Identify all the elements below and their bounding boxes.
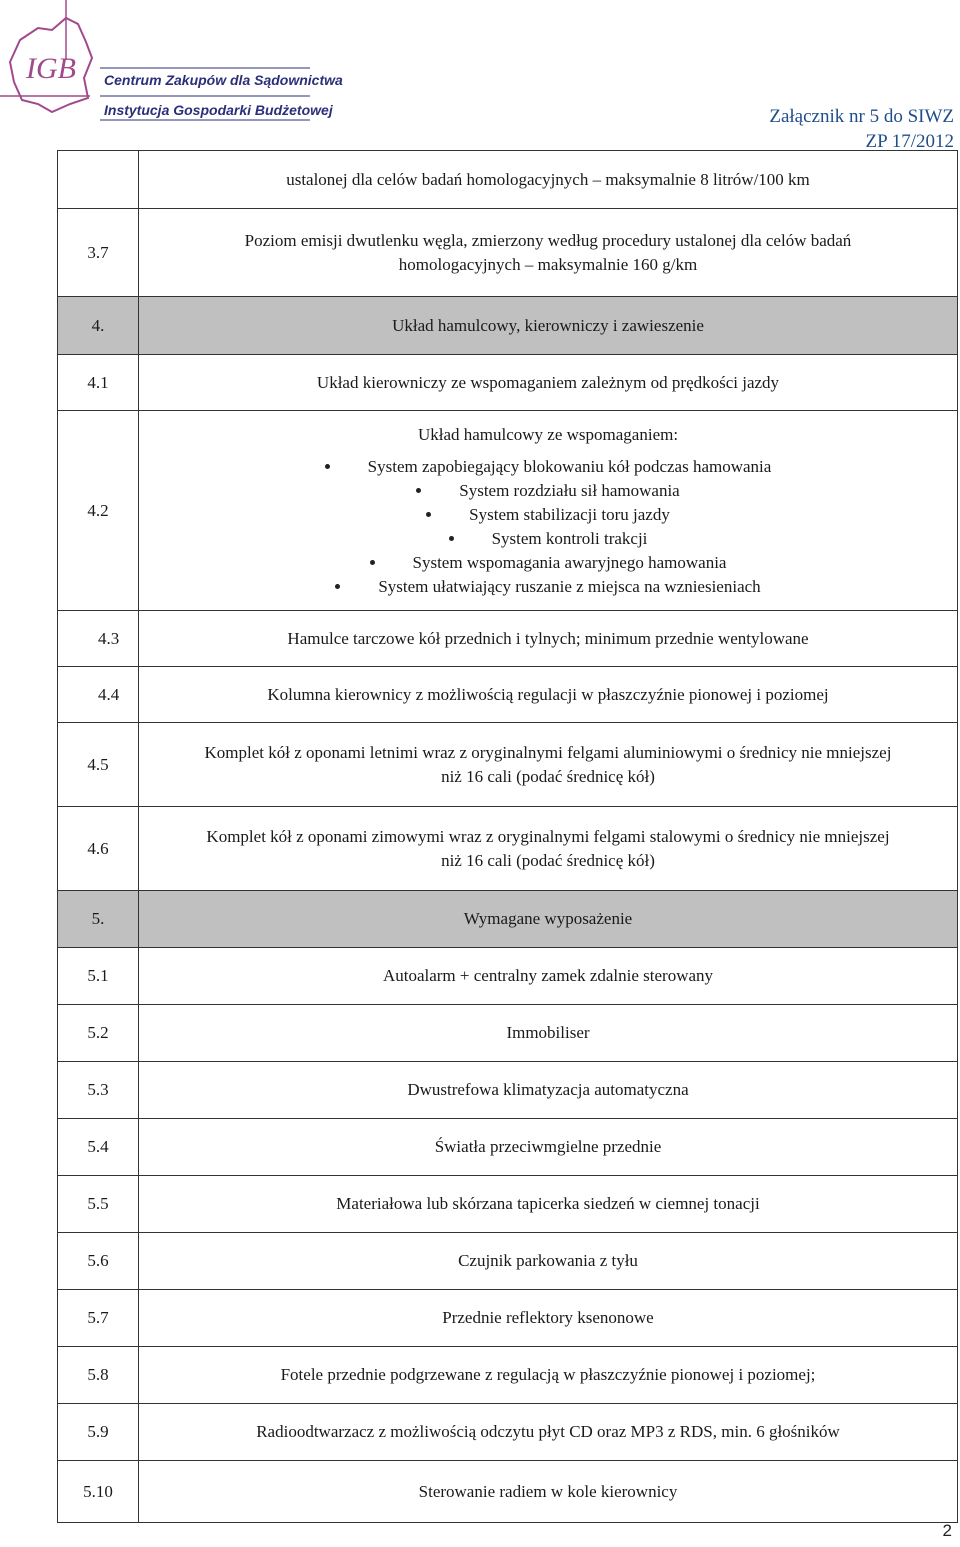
table-row (58, 948, 958, 1005)
row-description: Światła przeciwmgielne przednie (139, 1119, 958, 1176)
page-number: 2 (942, 1521, 952, 1540)
row-number: 5.2 (58, 1005, 139, 1062)
row-description: Materiałowa lub skórzana tapicerka siedzeń w ciemnej tonacji (139, 1176, 958, 1233)
org-name-line2: Instytucja Gospodarki Budżetowej (104, 102, 333, 118)
description-line: Poziom emisji dwutlenku węgla, zmierzony według procedury ustalonej dla celów badań (244, 230, 852, 250)
row-number: 5.10 (58, 1461, 139, 1523)
table-row (58, 723, 958, 807)
subsystem-heading: Układ hamulcowy ze wspomaganiem: (417, 424, 679, 444)
table-row (58, 1005, 958, 1062)
description-line: homologacyjnych – maksymalnie 160 g/km (398, 254, 698, 274)
list-item: System wspomagania awaryjnego hamowania (143, 551, 953, 575)
description-line: Komplet kół z oponami letnimi wraz z oryginalnymi felgami aluminiowymi o średnicy nie mniejszej (204, 742, 892, 762)
table-row (58, 1347, 958, 1404)
table-row (58, 1062, 958, 1119)
row-number: 5.7 (58, 1290, 139, 1347)
row-number: 5.1 (58, 948, 139, 1005)
row-number: 4.5 (58, 723, 139, 807)
row-description: Autoalarm + centralny zamek zdalnie sterowany (139, 948, 958, 1005)
table-row (58, 411, 958, 611)
row-description: Fotele przednie podgrzewane z regulacją w płaszczyźnie pionowej i poziomej; (139, 1347, 958, 1404)
table-row (58, 1404, 958, 1461)
row-number: 4.4 (58, 667, 139, 723)
section-number: 4. (58, 297, 139, 355)
table-row (58, 209, 958, 297)
list-item: System kontroli trakcji (143, 527, 953, 551)
row-description: ustalonej dla celów badań homologacyjnych – maksymalnie 8 litrów/100 km (139, 151, 958, 209)
section-title: Układ hamulcowy, kierowniczy i zawieszenie (139, 297, 958, 355)
bullet-icon (416, 488, 421, 493)
table-row (58, 611, 958, 667)
logo-monogram: IGB (26, 52, 76, 85)
row-description: Radioodtwarzacz z możliwością odczytu płyt CD oraz MP3 z RDS, min. 6 głośników (139, 1404, 958, 1461)
row-number: 5.9 (58, 1404, 139, 1461)
bullet-icon (325, 464, 330, 469)
row-number: 4.2 (58, 411, 139, 611)
row-description (139, 807, 958, 891)
document-reference (769, 104, 954, 154)
row-number: 4.3 (58, 611, 139, 667)
table-row (58, 1119, 958, 1176)
row-description: Układ kierowniczy ze wspomaganiem zależnym od prędkości jazdy (139, 355, 958, 411)
org-name-line1: Centrum Zakupów dla Sądownictwa (104, 72, 343, 88)
table-row (58, 1290, 958, 1347)
row-description: Hamulce tarczowe kół przednich i tylnych; minimum przednie wentylowane (139, 611, 958, 667)
section-number: 5. (58, 891, 139, 948)
case-number: ZP 17/2012 (865, 131, 954, 152)
table-row (58, 807, 958, 891)
list-item: System zapobiegający blokowaniu kół podczas hamowania (143, 455, 953, 479)
row-number: 5.6 (58, 1233, 139, 1290)
section-header-row (58, 297, 958, 355)
bullet-icon (426, 512, 431, 517)
row-number (58, 151, 139, 209)
bullet-icon (370, 560, 375, 565)
description-line: niż 16 cali (podać średnicę kół) (441, 766, 655, 786)
row-description: Sterowanie radiem w kole kierownicy (139, 1461, 958, 1523)
list-item: System ułatwiający ruszanie z miejsca na wzniesieniach (143, 575, 953, 599)
organization-logo (0, 0, 343, 125)
specification-table (57, 150, 958, 1523)
row-description (139, 723, 958, 807)
table-row (58, 151, 958, 209)
table-row (58, 1461, 958, 1523)
row-description: Dwustrefowa klimatyzacja automatyczna (139, 1062, 958, 1119)
row-description: Kolumna kierownicy z możliwością regulacji w płaszczyźnie pionowej i poziomej (139, 667, 958, 723)
row-description (139, 209, 958, 297)
row-description: Przednie reflektory ksenonowe (139, 1290, 958, 1347)
row-description: Czujnik parkowania z tyłu (139, 1233, 958, 1290)
row-number: 5.5 (58, 1176, 139, 1233)
row-number: 5.8 (58, 1347, 139, 1404)
description-line: Komplet kół z oponami zimowymi wraz z oryginalnymi felgami stalowymi o średnicy nie mniejszej (206, 826, 890, 846)
row-description: Immobiliser (139, 1005, 958, 1062)
row-number: 4.1 (58, 355, 139, 411)
subsystem-list (143, 455, 953, 599)
description-line: niż 16 cali (podać średnicę kół) (441, 850, 655, 870)
list-item: System stabilizacji toru jazdy (143, 503, 953, 527)
table-row (58, 1233, 958, 1290)
row-number: 5.4 (58, 1119, 139, 1176)
bullet-icon (449, 536, 454, 541)
bullet-icon (335, 584, 340, 589)
table-row (58, 355, 958, 411)
row-description (139, 411, 958, 611)
row-number: 4.6 (58, 807, 139, 891)
row-number: 3.7 (58, 209, 139, 297)
section-title: Wymagane wyposażenie (139, 891, 958, 948)
section-header-row (58, 891, 958, 948)
list-item: System rozdziału sił hamowania (143, 479, 953, 503)
table-row (58, 1176, 958, 1233)
table-row (58, 667, 958, 723)
attachment-label: Załącznik nr 5 do SIWZ (769, 106, 954, 127)
row-number: 5.3 (58, 1062, 139, 1119)
